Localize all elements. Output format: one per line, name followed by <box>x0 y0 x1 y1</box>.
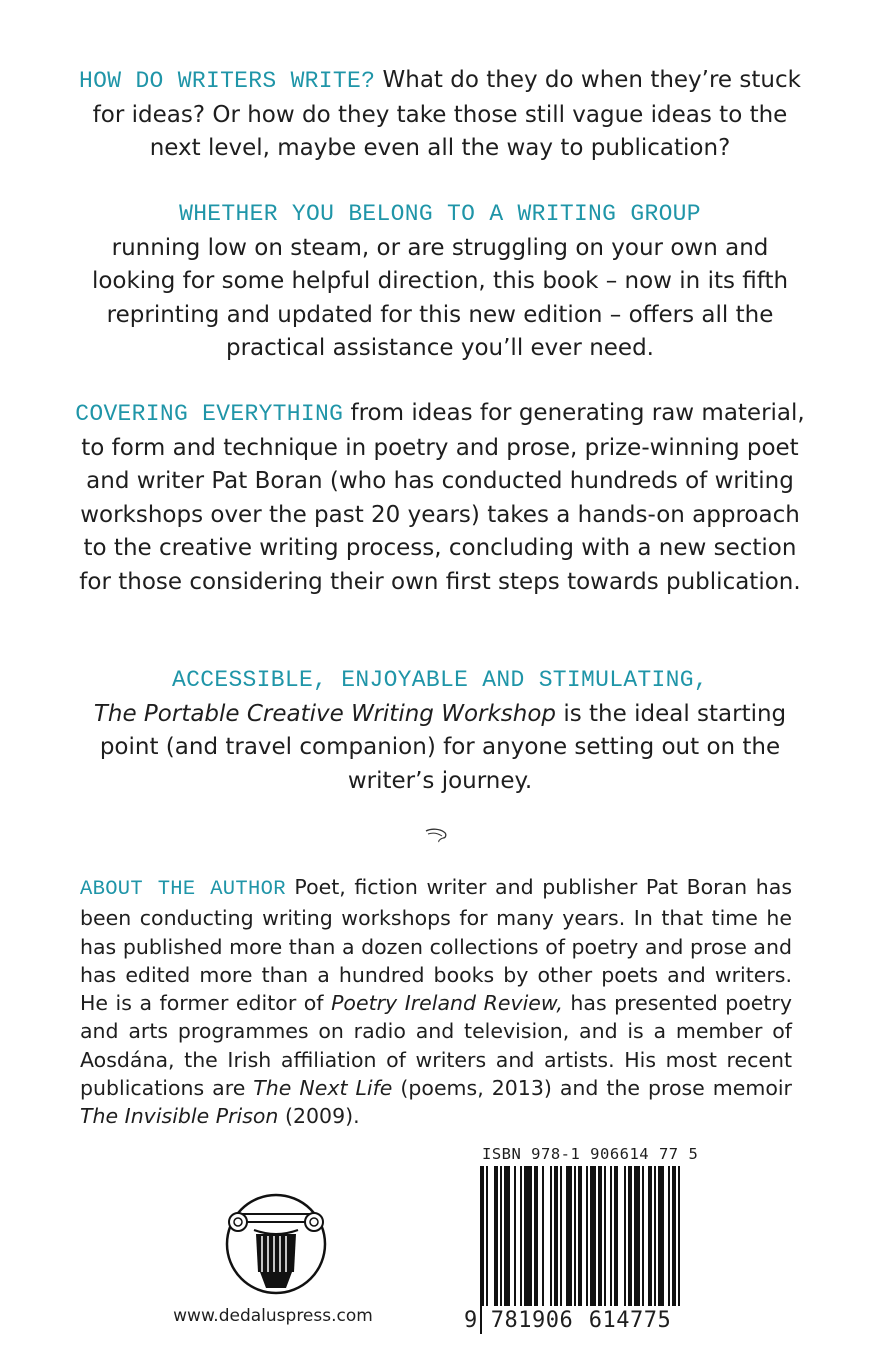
barcode-bar <box>658 1166 664 1308</box>
barcode-bar <box>598 1166 602 1308</box>
about-text: has presented poetry and arts programmes on radio and television, and is a member of Aosdána, the Irish affiliation of writers and artists. His most recent publications are <box>80 991 792 1101</box>
publisher-logo-icon <box>224 1192 328 1296</box>
about-title: The Next Life <box>253 1076 393 1101</box>
lead-about-the-author: ABOUT THE AUTHOR <box>80 878 286 901</box>
barcode-bar <box>574 1166 576 1308</box>
barcode-bar <box>672 1166 676 1308</box>
barcode-bar <box>566 1166 572 1308</box>
quill-flourish-icon <box>424 826 450 844</box>
barcode-bar <box>678 1166 680 1308</box>
barcode-bar <box>514 1166 516 1308</box>
barcode-bar <box>628 1166 632 1308</box>
barcode-bar <box>494 1166 498 1308</box>
paragraph-body: What do they do when they’re stuck for ideas? Or how do they take those still vague ideas to the next level, maybe even all the way to publication? <box>92 67 801 161</box>
barcode-bar <box>560 1166 562 1308</box>
barcode-bar <box>648 1166 652 1308</box>
barcode-bar <box>586 1166 588 1308</box>
barcode-bar <box>668 1166 670 1308</box>
barcode-digits <box>458 1306 688 1336</box>
paragraph-covering-everything <box>70 397 810 599</box>
barcode-bar <box>554 1166 558 1308</box>
paragraph-accessible <box>70 663 810 798</box>
barcode-bar <box>542 1166 544 1308</box>
isbn-label: ISBN 978-1 906614 77 5 <box>482 1145 699 1163</box>
barcode-digit-first: 9 <box>464 1308 478 1333</box>
about-the-author <box>80 873 792 1131</box>
barcode-bar <box>520 1166 522 1308</box>
book-title: The Portable Creative Writing Workshop <box>93 700 557 727</box>
barcode-bar <box>610 1166 612 1308</box>
paragraph-body: from ideas for generating raw material, to form and technique in poetry and prose, prize-winning poet and writer Pat Boran (who has conducted hundreds of writing workshops over the past 20 years) takes a hands-on approach to the creative writing process, concluding with a new section for those considering their own first steps towards publication. <box>79 400 805 595</box>
barcode-bar <box>550 1166 552 1308</box>
paragraph-body: running low on steam, or are struggling on your own and looking for some helpful direction, this book – now in its fifth reprinting and updated for this new edition – offers all the practical assistance you’ll ever need. <box>91 234 789 361</box>
about-text: (poems, 2013) and the prose memoir <box>392 1076 792 1101</box>
paragraph-writing-group <box>70 197 810 366</box>
lead-covering-everything: COVERING EVERYTHING <box>75 401 344 427</box>
barcode-digits-right: 614775 <box>580 1306 680 1336</box>
barcode-bar <box>578 1166 582 1308</box>
barcode-bar <box>524 1166 532 1308</box>
barcode-digits-left: 781906 <box>482 1306 582 1336</box>
about-text: (2009). <box>278 1104 360 1129</box>
barcode-bar <box>624 1166 626 1308</box>
barcode-bar <box>500 1166 502 1308</box>
about-title: Poetry Ireland Review, <box>331 991 563 1016</box>
about-text: Poet, fiction writer and publisher Pat Boran has been conducting writing workshops for many years. In that time he has published more than a dozen collections of poetry and prose and has edited more than a hundred books by other poets and writers. He is a former editor of <box>80 875 793 1016</box>
about-title: The Invisible Prison <box>80 1104 279 1129</box>
barcode-bar <box>504 1166 510 1308</box>
lead-writing-group: WHETHER YOU BELONG TO A WRITING GROUP <box>179 201 701 227</box>
paragraph-body: is the ideal starting point (and travel companion) for anyone setting out on the writer’s journey. <box>99 700 787 794</box>
barcode-bar <box>590 1166 596 1308</box>
lead-accessible: ACCESSIBLE, ENJOYABLE AND STIMULATING, <box>172 667 708 693</box>
barcode-bar <box>614 1166 618 1308</box>
lead-how-writers-write: HOW DO WRITERS WRITE? <box>79 68 376 94</box>
paragraph-how-writers-write <box>70 64 810 166</box>
barcode-bar <box>654 1166 656 1308</box>
publisher-website: www.dedaluspress.com <box>173 1306 373 1326</box>
barcode-bar <box>604 1166 606 1308</box>
barcode-bar <box>534 1166 538 1308</box>
